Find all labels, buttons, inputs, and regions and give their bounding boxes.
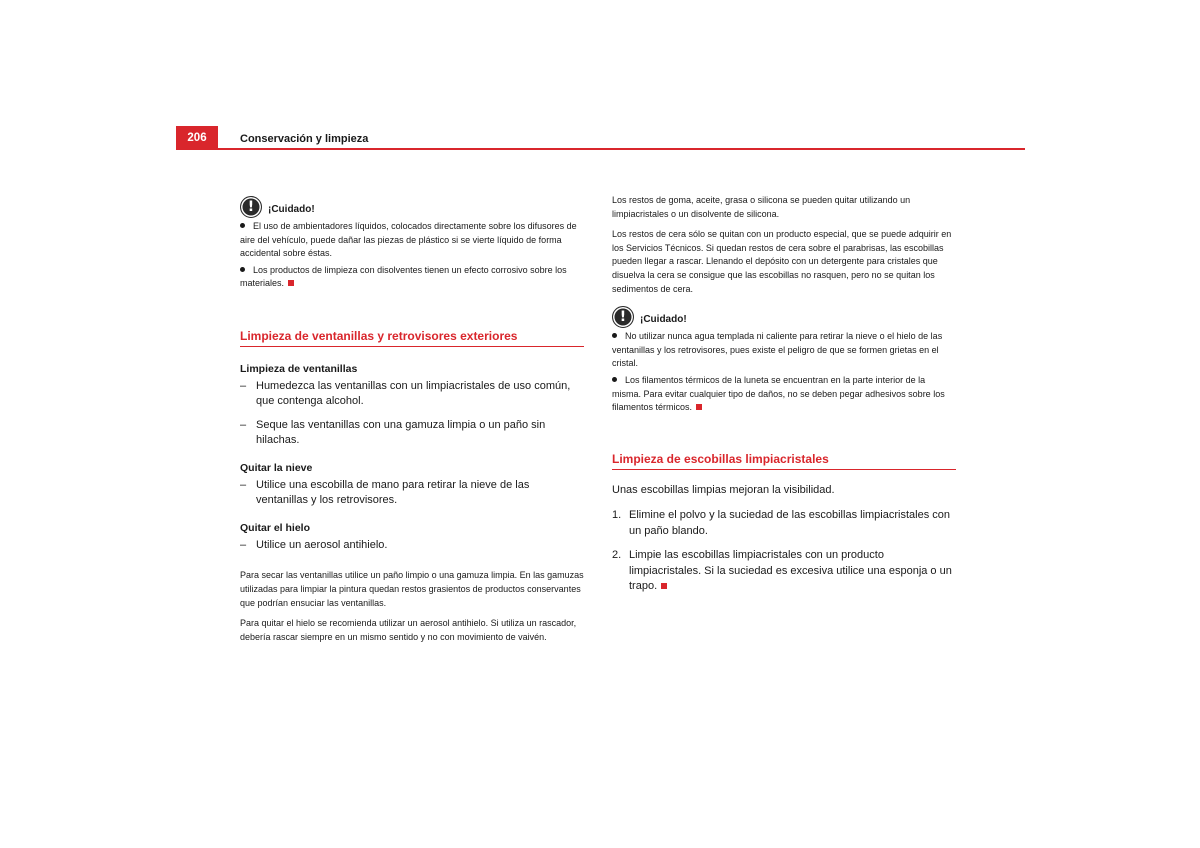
end-of-section-icon: [288, 280, 294, 286]
bullet-icon: [612, 333, 617, 338]
bullet-icon: [240, 223, 245, 228]
caution-title: ¡Cuidado!: [268, 204, 315, 215]
subsection-title: Limpieza de ventanillas: [240, 362, 358, 375]
dash-marker: –: [240, 418, 247, 431]
note-paragraph: Para secar las ventanillas utilice un paño limpio o una gamuza limpia. En las gamuzas utilizadas para limpiar la pintura quedan restos grasientos de productos conservantes que podrían ensuciar las ventanillas.: [240, 570, 584, 608]
step-number: 1.: [612, 509, 622, 522]
subsection-title: Quitar la nieve: [240, 461, 313, 474]
exclamation-icon: !: [612, 306, 634, 328]
list-item: – Humedezca las ventanillas con un limpiacristales de uso común, que contenga alcohol.: [240, 379, 584, 410]
caution-bullet: No utilizar nunca agua templada ni caliente para retirar la nieve o el hielo de las ventanillas y los retrovisores, pues existe el peligro de que se formen grietas en el cristal.: [612, 331, 943, 369]
caution-bullet: Los filamentos térmicos de la luneta se encuentran en la parte interior de la misma. Para evitar cualquier tipo de daños, no se deben pegar adhesivos sobre los filamentos térmicos.: [612, 374, 945, 413]
end-of-section-icon: [696, 404, 702, 410]
dash-marker: –: [240, 538, 247, 551]
list-item: 2. Limpie las escobillas limpiacristales con un producto limpiacristales. Si la suciedad es excesiva utilice una esponja o un trapo.: [612, 548, 956, 595]
bullet-icon: [612, 377, 617, 382]
list-item: – Utilice un aerosol antihielo.: [240, 538, 584, 554]
caution-box-right: [612, 306, 956, 415]
chapter-title: Conservación y limpieza: [240, 133, 369, 145]
end-of-section-icon: [661, 583, 667, 589]
right-column: [612, 190, 956, 595]
bullet-icon: [240, 267, 245, 272]
list-item: 1. Elimine el polvo y la suciedad de las escobillas limpiacristales con un paño blando.: [612, 508, 956, 539]
note-paragraph: Para quitar el hielo se recomienda utilizar un aerosol antihielo. Si utiliza un rascador, debería rascar siempre en un mismo sentido y no con movimiento de vaivén.: [240, 618, 577, 642]
dash-marker: –: [240, 379, 247, 392]
lead-paragraph: Unas escobillas limpias mejoran la visibilidad.: [612, 483, 835, 496]
list-item: – Utilice una escobilla de mano para retirar la nieve de las ventanillas y los retrovisores.: [240, 478, 584, 509]
page-number: 206: [176, 126, 218, 148]
dash-marker: –: [240, 478, 247, 491]
section-title: Limpieza de ventanillas y retrovisores exteriores: [240, 329, 584, 347]
left-column: [240, 190, 584, 644]
subsection-title: Quitar el hielo: [240, 521, 311, 534]
intro-paragraph: Los restos de goma, aceite, grasa o silicona se pueden quitar utilizando un limpiacristales o un disolvente de silicona.: [612, 195, 911, 219]
intro-paragraph: Los restos de cera sólo se quitan con un producto especial, que se puede adquirir en los Servicios Técnicos. Si quedan restos de cera sobre el parabrisas, las escobillas pueden llegar a rascar. Llenando el depósito con un detergente para cristales que disuelva la cera se consigue que las escobillas no rasquen, pero no se quitan los sedimentos de cera.: [612, 229, 952, 294]
section-title: Limpieza de escobillas limpiacristales: [612, 452, 956, 470]
caution-title: ¡Cuidado!: [640, 314, 687, 326]
list-item: – Seque las ventanillas con una gamuza limpia o un paño sin hilachas.: [240, 418, 584, 449]
step-number: 2.: [612, 549, 622, 562]
caution-bullet: Los productos de limpieza con disolventes tienen un efecto corrosivo sobre los materiales.: [240, 264, 567, 289]
exclamation-icon: !: [240, 196, 262, 218]
caution-box-left: [240, 196, 584, 291]
page-header: [176, 126, 1025, 150]
caution-bullet: El uso de ambientadores líquidos, colocados directamente sobre los difusores de aire del vehículo, puede dañar las piezas de plástico si se vierte líquido de forma accidental sobre éstas.: [240, 221, 577, 259]
